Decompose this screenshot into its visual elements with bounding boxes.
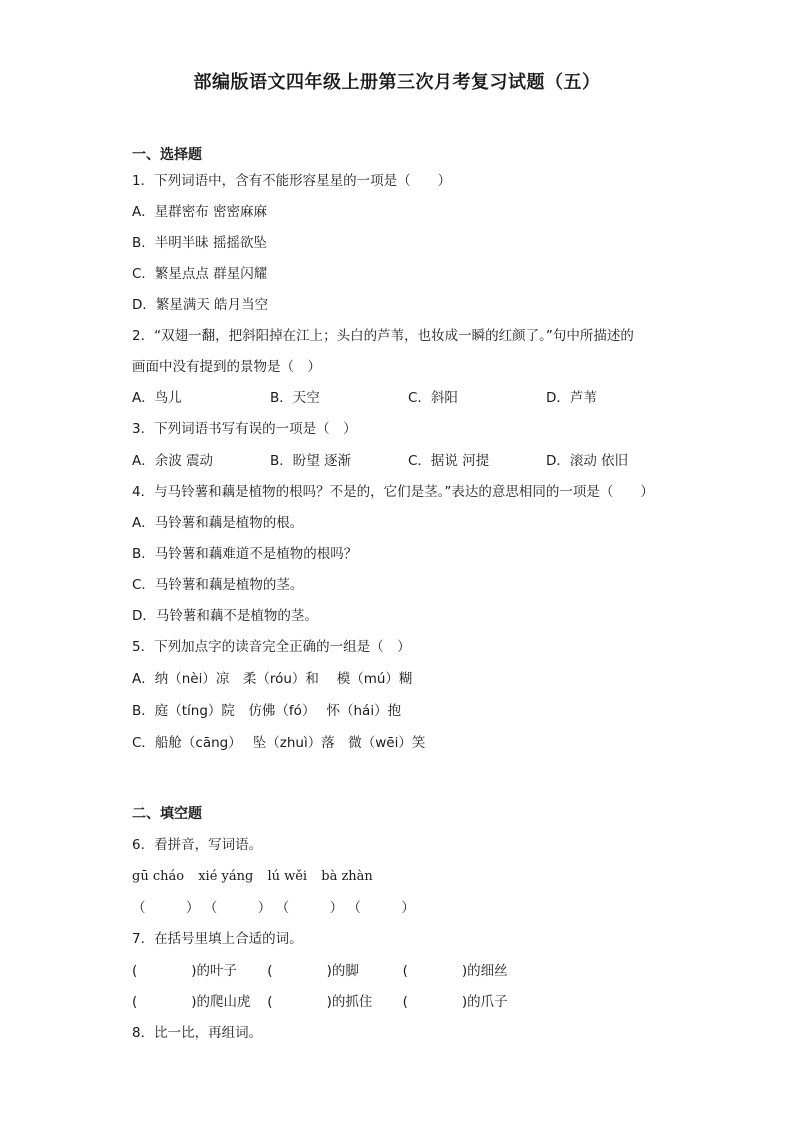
question-4-option-c: C．马铃薯和藕是植物的茎。 (132, 577, 304, 593)
question-2-option-d: D．芦苇 (546, 390, 597, 406)
section-heading-choice: 一、选择题 (132, 147, 202, 163)
section-heading-fill: 二、填空题 (132, 806, 202, 822)
fill-item-4[interactable]: ( )的爬山虎 (132, 994, 251, 1010)
pinyin-2: xié yáng (198, 869, 254, 884)
pinyin-4: bà zhàn (321, 869, 373, 884)
answer-blank-2[interactable]: （ ） (203, 900, 272, 916)
question-2-stem-line2: 画面中没有提到的景物是（ ） (132, 359, 321, 375)
question-1-stem: 1．下列词语中，含有不能形容星星的一项是（ ） (132, 173, 452, 189)
question-2-option-c: C．斜阳 (408, 390, 458, 406)
question-3-option-d: D．滚动 依旧 (546, 453, 629, 469)
pinyin-1: gū cháo (132, 869, 185, 884)
question-4-option-a: A．马铃薯和藕是植物的根。 (132, 515, 304, 531)
fill-item-3[interactable]: ( )的细丝 (402, 963, 508, 979)
question-3-option-c: C．据说 河提 (408, 453, 490, 469)
question-5-stem: 5．下列加点字的读音完全正确的一组是（ ） (132, 639, 411, 655)
question-4-option-b: B．马铃薯和藕难道不是植物的根吗？ (132, 546, 358, 562)
question-8-stem: 8．比一比，再组词。 (132, 1025, 263, 1041)
question-2-option-b: B．天空 (270, 390, 320, 406)
fill-item-5[interactable]: ( )的抓住 (267, 994, 373, 1010)
question-6-pinyin-row (132, 868, 383, 886)
question-3-option-b: B．盼望 逐渐 (270, 453, 352, 469)
fill-item-2[interactable]: ( )的脚 (267, 963, 359, 979)
question-6-stem: 6．看拼音，写词语。 (132, 837, 263, 853)
fill-item-6[interactable]: ( )的爪子 (402, 994, 508, 1010)
fill-item-1[interactable]: ( )的叶子 (132, 963, 238, 979)
question-2-options (132, 389, 684, 407)
pinyin-3: lú wěi (267, 869, 308, 884)
question-7-row-1 (132, 962, 534, 980)
answer-blank-1[interactable]: （ ） (132, 900, 200, 916)
exam-title: 部编版语文四年级上册第三次月考复习试题（五） (193, 72, 601, 93)
question-2-option-a: A．鸟儿 (132, 390, 182, 406)
question-5-option-a: A．纳（nèi）凉 柔（róu）和 模（mú）糊 (132, 671, 413, 687)
question-5-option-b: B．庭（tíng）院 仿佛（fó） 怀（hái）抱 (132, 703, 402, 719)
question-1-option-d: D．繁星满天 皓月当空 (132, 297, 269, 313)
answer-blank-4[interactable]: （ ） (347, 900, 415, 916)
question-6-blank-row (132, 899, 415, 917)
question-3-option-a: A．余波 震动 (132, 453, 214, 469)
question-5-option-c: C．船舱（cāng） 坠（zhuì）落 微（wēi）笑 (132, 735, 426, 751)
question-3-stem: 3．下列词语书写有误的一项是（ ） (132, 421, 357, 437)
question-1-option-a: A．星群密布 密密麻麻 (132, 204, 268, 220)
question-7-row-2 (132, 993, 534, 1011)
question-4-stem: 4．与马铃薯和藕是植物的根吗？不是的，它们是茎。”表达的意思相同的一项是（ ） (132, 484, 654, 500)
question-1-option-c: C．繁星点点 群星闪耀 (132, 266, 268, 282)
answer-blank-3[interactable]: （ ） (275, 900, 344, 916)
question-1-option-b: B．半明半昧 摇摇欲坠 (132, 235, 268, 251)
question-4-option-d: D．马铃薯和藕不是植物的茎。 (132, 608, 318, 624)
question-7-stem: 7．在括号里填上合适的词。 (132, 931, 303, 947)
question-2-stem-line1: 2．“双翅一翻，把斜阳掉在江上；头白的芦苇，也妆成一瞬的红颜了。”句中所描述的 (132, 328, 634, 344)
question-3-options (132, 452, 684, 470)
